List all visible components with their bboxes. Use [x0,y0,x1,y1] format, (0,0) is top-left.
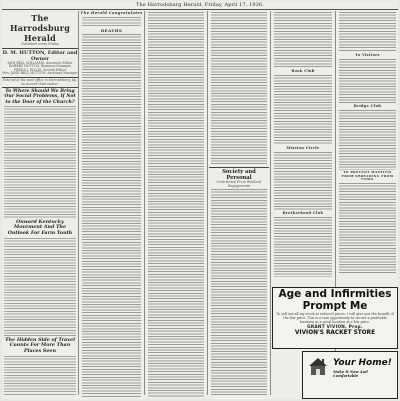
masthead-tagline: Published every Friday [21,42,59,46]
news-column [80,11,143,397]
column-rule [78,11,79,395]
article-body [274,75,332,145]
article-body [274,152,332,210]
notice-heading: TO PREVENT MASTITIS FROM SPREADING FROM COWS [341,170,394,182]
article-body [211,12,267,166]
kicker: The Herald Congratulates [80,11,143,15]
house-icon [307,356,329,376]
ad-headline: Your Home! [333,358,392,368]
divider [209,167,269,168]
ad-headline: Prompt Me [302,299,368,312]
article-body [274,12,332,68]
staff-line: ANN BELL WILLIAMS, Associate Editor [7,60,73,65]
ad-store-name: VIVION'S RACKET STORE [294,329,376,336]
ad-subline: Comfortable [333,374,359,379]
news-column [337,11,398,287]
article-body [148,12,204,397]
ad-signature: GRANT VIVION, Prop. [307,324,363,330]
section-label: To Visitors [355,53,380,57]
staff-line: FREDA J. GILLIS, Society Editor [13,67,67,72]
entry-note: Entered at the post-office in Harrodsburg, Ky., as second-class matter. [2,77,78,86]
editorial-heading: To Where Should We Bring Our Social Problems, If Not to the Door of the Church? [4,89,76,105]
staff-line: Mrs. JANE BELL HUTTON, Assistant Manager [2,71,78,76]
editorial-heading: Onward Kentucky Movement And The Outlook For Farm Youth [7,218,73,236]
column-rule [144,11,145,395]
society-heading: Society and Personal [222,169,256,181]
article-body [274,217,332,277]
editorial-body [4,106,76,218]
news-column [146,11,206,397]
section-label: Book Club [291,69,315,73]
ad-text-block [333,358,395,378]
section-label: Mission Circle [286,146,320,150]
article-body [82,17,141,27]
column-rule [270,11,271,395]
article-body [339,110,396,170]
section-label: Bridge Club [353,104,382,108]
editorial-body [4,238,76,336]
home-ad [302,351,398,399]
section-label: DEATHS [100,28,123,33]
article-body [339,183,396,273]
society-column [209,11,269,397]
running-head: The Harrodsburg Herald, Friday, April 17, 1936. [2,1,398,10]
news-column [272,11,334,287]
column-rule [207,11,208,395]
editorial-body [4,356,76,396]
section-label: Brotherhood Club [282,211,324,215]
store-ad [272,287,398,349]
editorial-column [2,11,78,397]
article-body [339,12,396,52]
staff-line: ROBERT HUTTON, Business Manager [8,64,71,69]
society-subheading: Contributed From Weekend Engagements [216,180,262,188]
article-body [339,59,396,103]
article-body [211,189,267,397]
masthead-editor: D. M. HUTTON, Editor and Owner [2,49,78,62]
ad-body: To sell out all my stock at reduced prices. I will give you the benefit of the low price. This is a rare opportunity to secure a profitable business in a good location at a low price. [276,312,394,324]
divider [2,87,78,88]
editorial-heading: The Hidden Side of Travel Counts For More Than Places Seen [5,336,75,354]
ad-headline: Age and Infirmities [278,288,392,300]
masthead-title: The Harrodsburg Herald [9,13,71,43]
article-body [82,34,141,397]
ad-subline: Make It New And [333,370,368,374]
newspaper-page [2,1,398,399]
divider [2,48,78,49]
